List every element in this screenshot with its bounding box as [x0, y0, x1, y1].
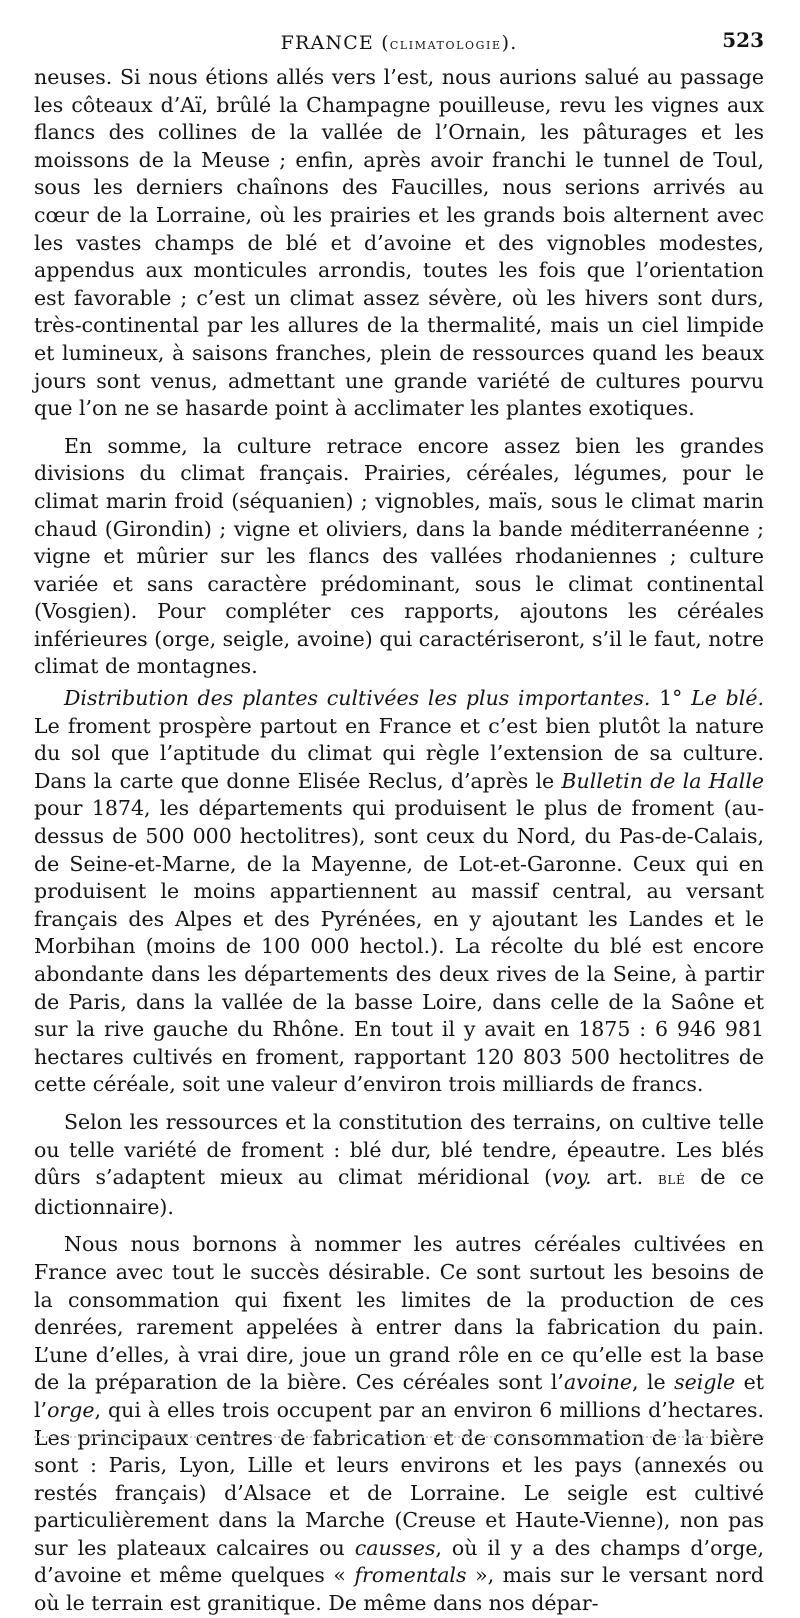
italic-text-run: fromentals: [354, 1563, 467, 1588]
paragraph-continued: [34, 64, 764, 423]
text-run: , où il y a des champs d’orge, d’avoine et même quelques «: [34, 1535, 764, 1588]
text-run: », mais sur le versant nord où le terrain est granitique. De même dans nos dépar-: [34, 1563, 764, 1616]
running-title: [34, 32, 764, 54]
page-number: 523: [722, 28, 764, 52]
italic-text-run: avoine: [563, 1370, 632, 1395]
italic-text-run: Distribution des plantes cultivées les plus importantes.: [64, 686, 651, 711]
smallcaps-text-run: blé: [658, 1169, 686, 1190]
text-run: Le froment prospère partout en France et c’est bien plutôt la nature du sol que l’aptitude du climat qui règle l’extension de sa culture. Dans la carte que donne Elisée Reclus, d’après le: [34, 713, 764, 793]
body-text: [34, 64, 764, 1618]
text-run: art.: [591, 1165, 659, 1190]
text-run: de ce dictionnaire).: [34, 1165, 764, 1219]
italic-text-run: Bulletin de la Halle: [561, 768, 765, 793]
text-run: pour 1874, les départements qui produisent le plus de froment (au-dessus de 500 000 hectolitres), sont ceux du Nord, du Pas-de-Calais, de Seine-et-Marne, de la Mayenne, de Lot-et-Garonne. Ceux qui en produisent le moins appartiennent au massif central, au versant français des Alpes et des Pyrénées, en y ajoutant les Landes et le Morbihan (moins de 100 000 hectol.). La récolte du blé est encore abondante dans les départements des deux rives de la Seine, à partir de Paris, dans la vallée de la basse Loire, dans celle de la Saône et sur la rive gauche du Rhône. En tout il y avait en 1875 : 6 946 981 hectares cultivés en froment, rapportant 120 803 500 hectolitres de cette céréale, soit une valeur d’environ trois milliards de francs.: [34, 796, 764, 1097]
paragraph-culture-summary: [34, 433, 764, 681]
italic-text-run: orge: [47, 1397, 95, 1422]
running-title-main: FRANCE (: [280, 32, 390, 54]
running-title-smallcaps: climatologie: [389, 34, 502, 53]
italic-text-run: causses: [354, 1535, 436, 1560]
footer-dotted-rule: [34, 1436, 764, 1438]
text-run: Selon les ressources et la constitution des terrains, on cultive telle ou telle variété de froment : blé dur, blé tendre, épeautre. Les blés dûrs s’adaptent mieux au climat méridional (: [34, 1109, 764, 1190]
running-header: [34, 28, 764, 62]
text-run: Nous nous bornons à nommer les autres céréales cultivées en France avec tout le succès désirable. Ce sont surtout les besoins de la consommation qui fixent les limites de la production de ces denrées, rarement appelées à entrer dans la fabrication du pain. L’une d’elles, à vrai dire, joue un grand rôle en ce qu’elle est la base de la préparation de la bière. Ces céréales sont l’: [34, 1232, 764, 1395]
italic-text-run: Le blé.: [691, 686, 764, 711]
italic-text-run: voy.: [552, 1165, 592, 1190]
paragraph-froment-varieties: [34, 1109, 764, 1221]
text-run: , qui à elles trois occupent par an environ 6 millions d’hectares. Les principaux centres de fabrication et de consommation de la bière sont : Paris, Lyon, Lille et leurs environs et les pays (annexés ou restés français) d’Alsace et de Lorraine. Le seigle est cultivé particulièrement dans la Marche (Creuse et Haute-Vienne), non pas sur les plateaux calcaires ou: [34, 1397, 764, 1560]
italic-text-run: seigle: [674, 1370, 736, 1395]
text-run: et l’: [34, 1370, 765, 1422]
paragraph-ble-distribution: [34, 685, 764, 1099]
text-run: neuses. Si nous étions allés vers l’est, nous aurions salué au passage les côteaux d’Aï, brûlé la Champagne pouilleuse, revu les vignes aux flancs des collines de la vallée de l’Ornain, les pâturages et les moissons de la Meuse ; enfin, après avoir franchi le tunnel de Toul, sous les derniers chaînons des Faucilles, nous serions arrivés au cœur de la Lorraine, où les prairies et les grands bois alternent avec les vastes champs de blé et d’avoine et des vignobles modestes, appendus aux monticules arrondis, toutes les fois que l’orientation est favorable ; c’est un climat assez sévère, où les hivers sont durs, très-continental par les allures de la thermalité, mais un ciel limpide et lumineux, à saisons franches, plein de ressources quand les beaux jours sont venus, admettant une grande variété de cultures pourvu que l’on ne se hasarde point à acclimater les plantes exotiques.: [34, 65, 764, 421]
paragraph-other-cereals: [34, 1231, 764, 1617]
running-title-end: ).: [501, 32, 518, 54]
text-run: 1°: [650, 686, 692, 711]
text-run: En somme, la culture retrace encore assez bien les grandes divisions du climat français. Prairies, céréales, légumes, pour le climat marin froid (séquanien) ; vignobles, maïs, sous le climat marin chaud (Girondin) ; vigne et oliviers, dans la bande méditerranéenne ; vigne et mûrier sur les flancs des vallées rhodaniennes ; culture variée et sans caractère prédominant, sous le climat continental (Vosgien). Pour compléter ces rapports, ajoutons les céréales inférieures (orge, seigle, avoine) qui caractériseront, s’il le faut, notre climat de montagnes.: [34, 433, 764, 679]
text-run: , le: [632, 1370, 675, 1395]
